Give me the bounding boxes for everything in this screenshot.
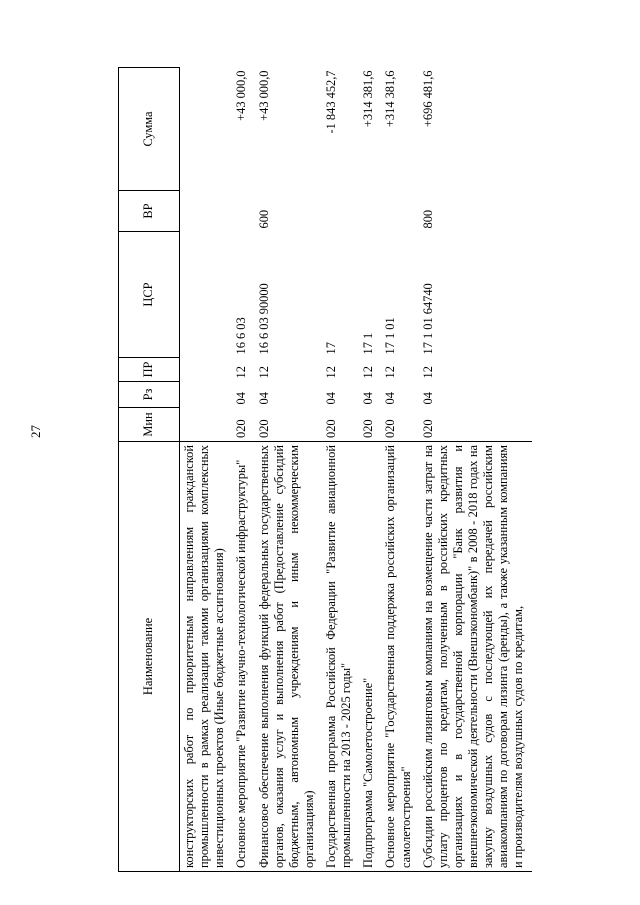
row-rz: 04	[256, 392, 271, 405]
row-pr: 12	[256, 366, 271, 379]
row-min	[180, 408, 233, 442]
row-pr: 12	[361, 366, 376, 379]
rotated-budget-table	[118, 67, 616, 872]
row-min: 020	[234, 419, 249, 438]
row-sum	[180, 68, 233, 191]
row-sum: +696 481,6	[420, 70, 435, 128]
header-pr: ПР	[119, 358, 180, 382]
row-pr: 12	[234, 366, 249, 379]
row-csr: 16 6 03 90000	[256, 283, 271, 355]
row-vr	[359, 191, 381, 232]
row-min: 020	[256, 419, 271, 438]
row-pr: 12	[420, 366, 435, 379]
row-sum: +43 000,0	[234, 70, 249, 121]
row-rz: 04	[361, 392, 376, 405]
row-csr: 17 1 01	[383, 317, 398, 355]
table-header-row	[119, 68, 180, 872]
header-rz: Рз	[119, 382, 180, 408]
row-rz	[180, 382, 233, 408]
table-row	[180, 68, 233, 872]
row-rz: 04	[420, 392, 435, 405]
row-csr: 16 6 03	[234, 317, 249, 355]
row-pr: 12	[324, 366, 338, 379]
row-vr	[381, 191, 418, 232]
row-name: Подпрограмма "Самолетостроение"	[359, 442, 381, 872]
table-row	[255, 68, 323, 872]
table-row	[359, 68, 381, 872]
row-name: Основное мероприятие "Государственная поддержка российских организаций самолетостроения"	[381, 442, 418, 872]
row-rz: 04	[383, 392, 398, 405]
row-min: 020	[324, 419, 338, 438]
row-sum: +314 381,6	[383, 70, 398, 128]
table-row	[419, 68, 532, 872]
table-row	[322, 68, 359, 872]
row-name: Субсидии российским лизинговым компаниям на возмещение части затрат на уплату процентов по кредитам, полученным в российских кредитных организациях и в государственной корпорации "Банк развития и внешнеэкономической деятельности (Внешэкономбанк)" в 2008 - 2018 годах на закупку воздушных судов с последующей их передачей российским авиакомпаниям по договорам лизинга (аренды), а также указанным компаниям и производителям воздушных судов по кредитам,	[419, 442, 532, 872]
row-vr	[322, 191, 359, 232]
row-name: Финансовое обеспечение выполнения функций федеральных государственных органов, оказания услуг и выполнения работ (Предоставление субсидий бюджетным, автономным учреждениям и иным некоммерческим организациям)	[255, 442, 323, 872]
row-vr: 800	[420, 209, 435, 229]
row-name: конструкторских работ по приоритетным направлениям гражданской промышленности в рамках реализации такими организациями комплексных инвестиционных проектов (Иные бюджетные ассигнования)	[180, 442, 233, 872]
header-vr: ВР	[119, 191, 180, 232]
row-min: 020	[420, 419, 435, 438]
header-csr: ЦСР	[119, 232, 180, 358]
row-rz: 04	[324, 392, 338, 405]
row-name: Государственная программа Российской Федерации "Развитие авиационной промышленности на 2013 - 2025 годы"	[322, 442, 359, 872]
header-min: Мин	[119, 408, 180, 442]
table-row	[381, 68, 418, 872]
row-sum: +314 381,6	[361, 70, 376, 128]
page-number: 27	[28, 425, 43, 438]
row-csr: 17	[324, 342, 338, 355]
table-row	[232, 68, 254, 872]
row-csr: 17 1	[361, 332, 376, 355]
budget-table	[118, 67, 532, 872]
row-pr	[180, 358, 233, 382]
row-vr: 600	[256, 209, 271, 229]
row-vr	[232, 191, 254, 232]
row-sum: -1 843 452,7	[324, 70, 338, 134]
header-sum: Сумма	[119, 68, 180, 191]
row-rz: 04	[234, 392, 249, 405]
row-csr	[180, 232, 233, 358]
header-name: Наименование	[119, 442, 180, 872]
row-min: 020	[383, 419, 398, 438]
row-name: Основное мероприятие "Развитие научно-технологической инфраструктуры"	[232, 442, 254, 872]
row-csr: 17 1 01 64740	[420, 283, 435, 355]
row-pr: 12	[383, 366, 398, 379]
row-sum: +43 000,0	[256, 70, 271, 121]
row-min: 020	[361, 419, 376, 438]
row-vr	[180, 191, 233, 232]
